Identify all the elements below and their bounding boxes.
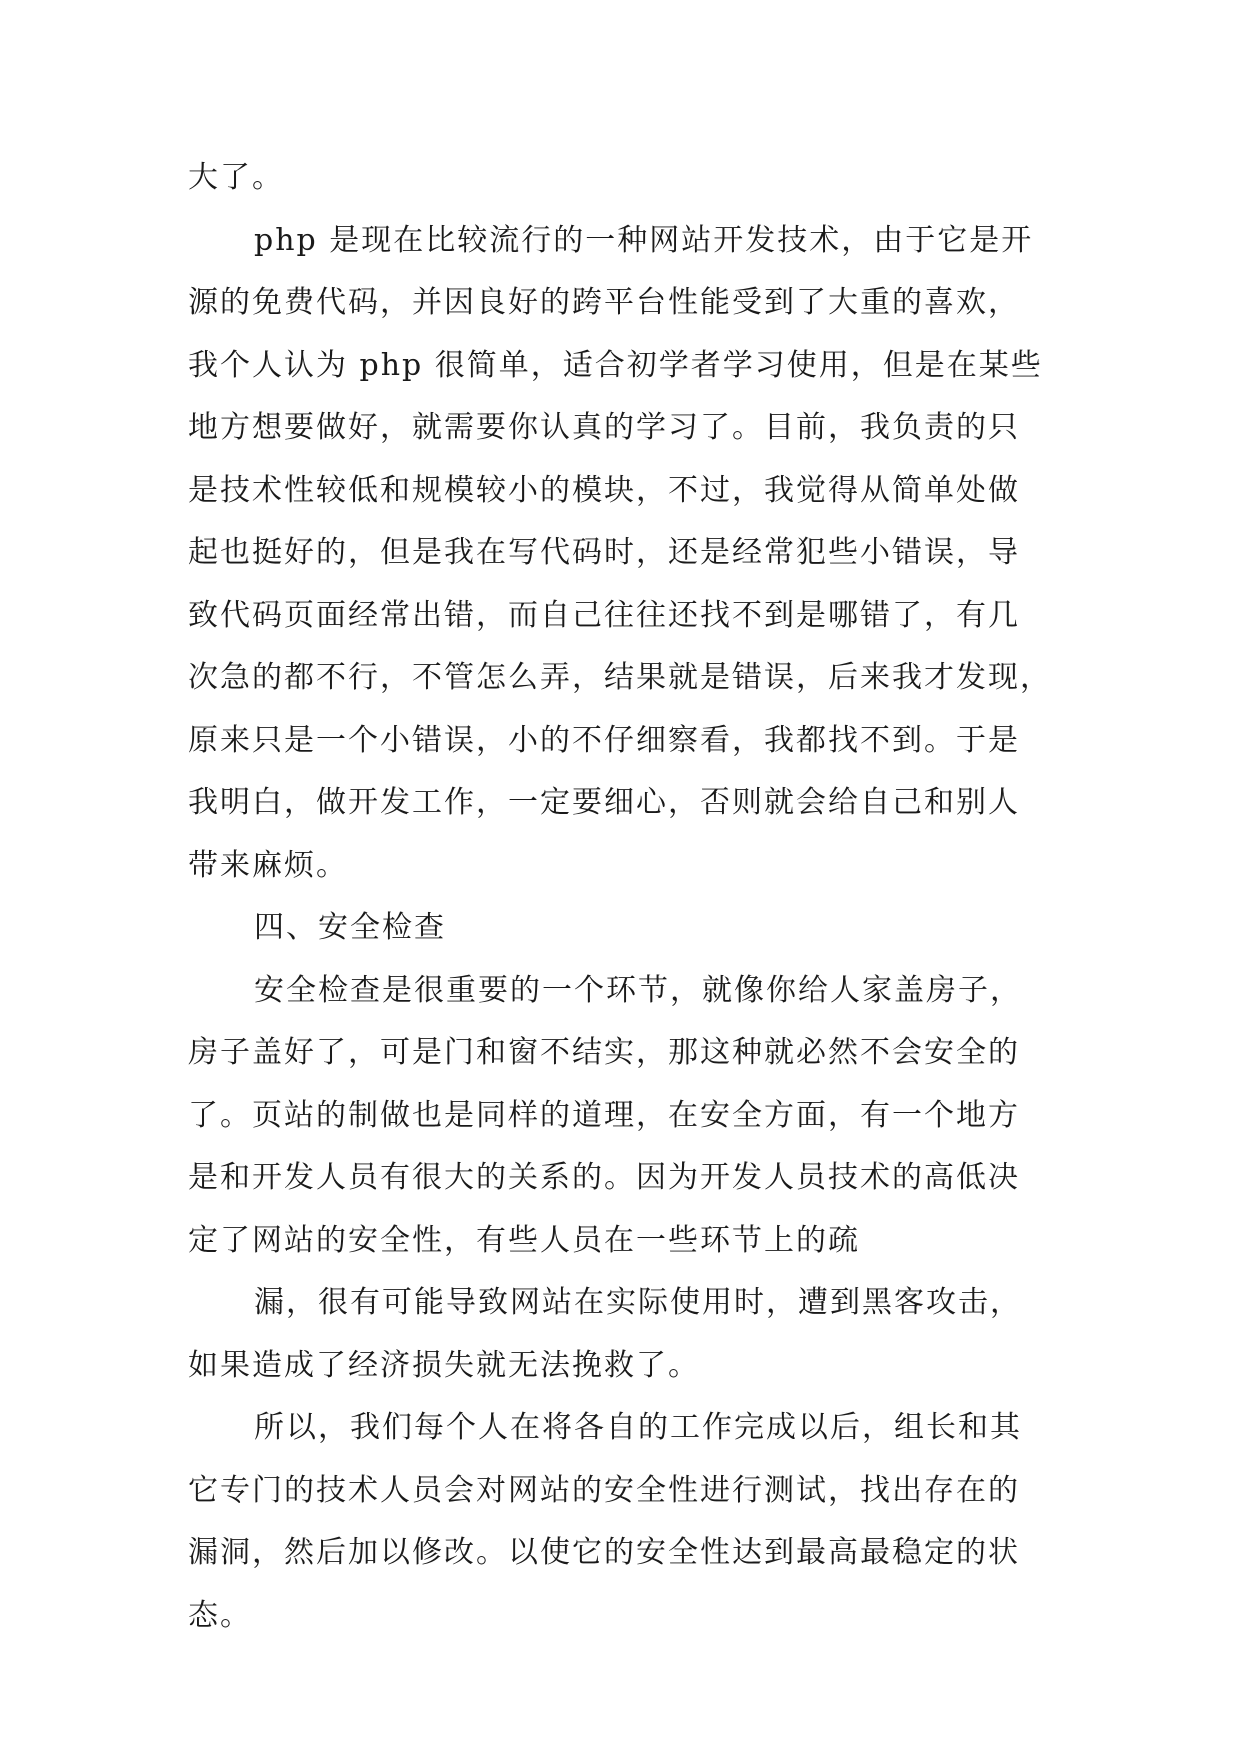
document-body <box>188 147 1058 1647</box>
paragraph-start: 安全检查是很重要的一个环节，就像你给人家盖房子， <box>254 972 1022 1008</box>
text-line: 源的免费代码，并因良好的跨平台性能受到了大重的喜欢， <box>188 285 1020 320</box>
paragraph-start: 漏，很有可能导致网站在实际使用时，遭到黑客攻击， <box>254 1285 1022 1320</box>
text-line: 态。 <box>188 1597 252 1633</box>
text-line: 定了网站的安全性，有些人员在一些环节上的疏 <box>188 1222 860 1258</box>
text-line: 它专门的技术人员会对网站的安全性进行测试，找出存在的 <box>188 1472 1020 1508</box>
paragraph-start: 所以，我们每个人在将各自的工作完成以后，组长和其 <box>254 1410 1022 1445</box>
text-line: 原来只是一个小错误，小的不仔细察看，我都找不到。于是 <box>188 722 1020 758</box>
text-line: 我个人认为 php 很简单，适合初学者学习使用，但是在某些 <box>188 347 1043 383</box>
section-heading: 四、安全检查 <box>254 910 446 945</box>
text-line: 致代码页面经常出错，而自己往往还找不到是哪错了，有几 <box>188 597 1020 633</box>
text-line: 我明白，做开发工作，一定要细心，否则就会给自己和别人 <box>188 785 1020 820</box>
text-line: 大了。 <box>188 160 284 195</box>
text-line: 如果造成了经济损失就无法挽救了。 <box>188 1347 700 1383</box>
text-line: 带来麻烦。 <box>188 847 348 883</box>
text-line: 了。页站的制做也是同样的道理，在安全方面，有一个地方 <box>188 1097 1020 1133</box>
text-line: 漏洞，然后加以修改。以使它的安全性达到最高最稳定的状 <box>188 1535 1020 1570</box>
text-line: 地方想要做好，就需要你认真的学习了。目前，我负责的只 <box>188 410 1020 445</box>
text-line: 是和开发人员有很大的关系的。因为开发人员技术的高低决 <box>188 1160 1020 1195</box>
text-line: 起也挺好的，但是我在写代码时，还是经常犯些小错误，导 <box>188 535 1020 570</box>
text-line: 是技术性较低和规模较小的模块，不过，我觉得从简单处做 <box>188 472 1020 508</box>
text-line: 房子盖好了，可是门和窗不结实，那这种就必然不会安全的 <box>188 1035 1020 1070</box>
paragraph-start: php 是现在比较流行的一种网站开发技术，由于它是开 <box>254 222 1034 258</box>
text-line: 次急的都不行，不管怎么弄，结果就是错误，后来我才发现， <box>188 660 1052 695</box>
